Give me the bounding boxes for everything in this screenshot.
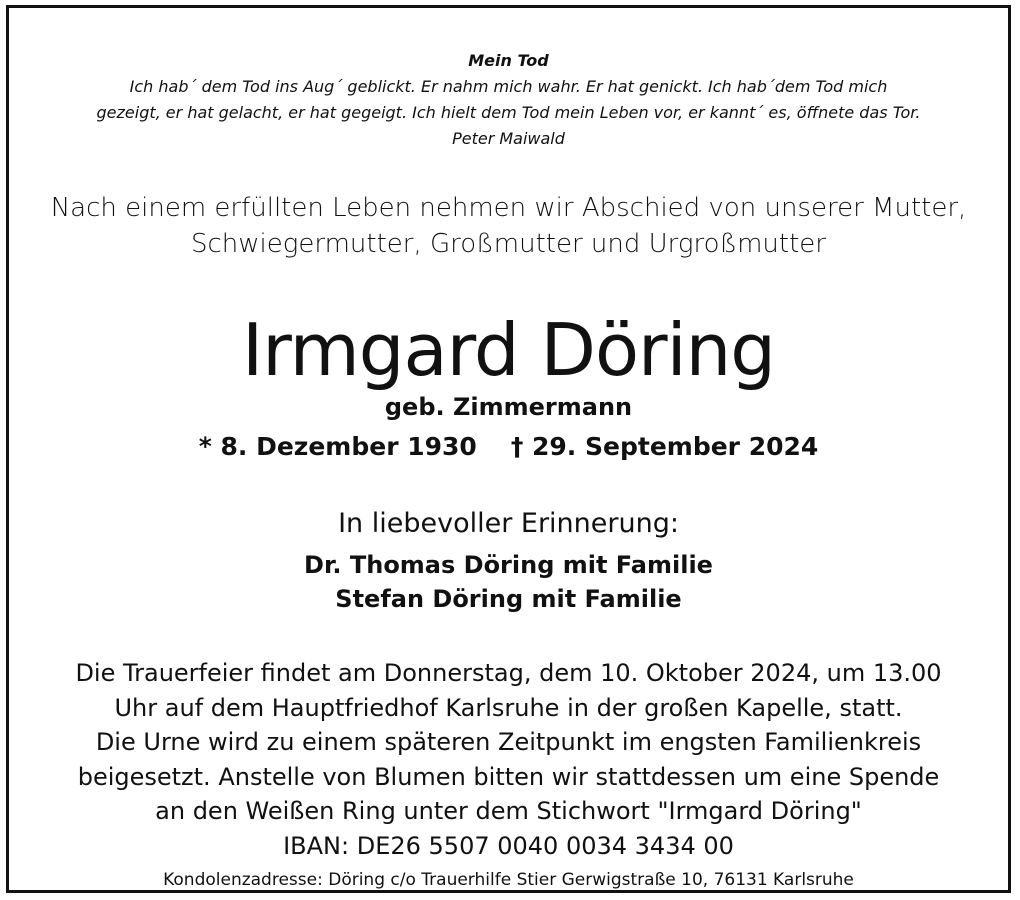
birth-date: * 8. Dezember 1930 bbox=[198, 432, 477, 461]
family-member: Stefan Döring mit Familie bbox=[335, 585, 682, 613]
family-member: Dr. Thomas Döring mit Familie bbox=[304, 551, 713, 579]
ceremony-line: Die Trauerfeier findet am Donnerstag, dem 10. Oktober 2024, um 13.00 bbox=[75, 659, 942, 687]
intro-line: Schwiegermutter, Großmutter und Urgroßmutter bbox=[191, 229, 826, 259]
ceremony-line: an den Weißen Ring unter dem Stichwort "Irmgard Döring" bbox=[155, 797, 862, 825]
life-dates bbox=[9, 430, 1008, 464]
iban-line: IBAN: DE26 5507 0040 0034 3434 00 bbox=[283, 831, 734, 860]
ceremony-line: beigesetzt. Anstelle von Blumen bitten wir stattdessen um eine Spende bbox=[77, 762, 940, 791]
intro-text bbox=[9, 190, 1008, 262]
intro-line: Nach einem erfüllten Leben nehmen wir Abschied von unserer Mutter, bbox=[50, 193, 967, 223]
maiden-name: geb. Zimmermann bbox=[384, 393, 633, 421]
condolence-address: Kondolenzadresse: Döring c/o Trauerhilfe Stier Gerwigstraße 10, 76131 Karlsruhe bbox=[163, 870, 854, 890]
family-list bbox=[9, 548, 1008, 616]
poem-title: Mein Tod bbox=[468, 51, 549, 70]
poem bbox=[9, 48, 1008, 152]
ceremony-line: Die Urne wird zu einem späteren Zeitpunkt im engsten Familienkreis bbox=[95, 728, 922, 756]
death-date: † 29. September 2024 bbox=[510, 432, 819, 461]
poem-line: gezeigt, er hat gelacht, er hat gegeigt. Ich hielt dem Tod mein Leben vor, er kannt´ es, öffnete das Tor. bbox=[96, 103, 921, 122]
poem-line: Ich hab´ dem Tod ins Aug´ geblickt. Er nahm mich wahr. Er hat genickt. Ich hab´dem Tod mich bbox=[129, 77, 888, 96]
ceremony-line: Uhr auf dem Hauptfriedhof Karlsruhe in der großen Kapelle, statt. bbox=[114, 693, 903, 722]
deceased-name: Irmgard Döring bbox=[242, 308, 775, 392]
obituary-frame bbox=[6, 5, 1011, 893]
ceremony-info bbox=[9, 656, 1008, 863]
memory-heading: In liebevoller Erinnerung: bbox=[338, 508, 679, 539]
poem-author: Peter Maiwald bbox=[452, 129, 565, 148]
